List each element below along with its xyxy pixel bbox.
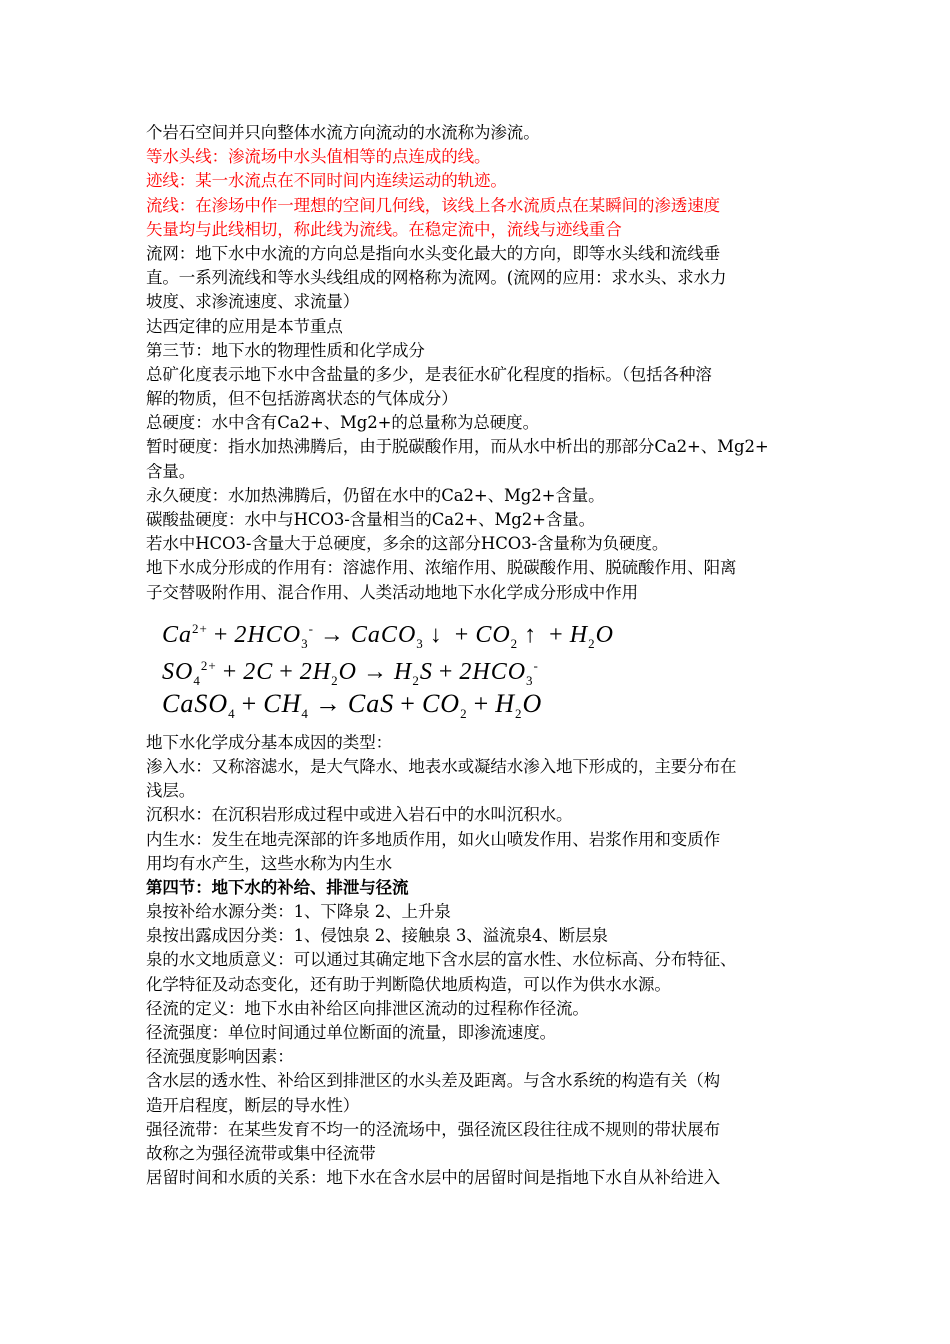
document-page — [146, 121, 822, 1190]
text-line: 化学特征及动态变化，还有助于判断隐伏地质构造，可以作为供水水源。 — [146, 974, 671, 994]
section-heading-bold: 第四节：地下水的补给、排泄与径流 — [146, 877, 409, 897]
text-line: 碳酸盐硬度：水中与HCO3-含量相当的Ca2+、Mg2+含量。 — [146, 510, 596, 529]
text-line: 居留时间和水质的关系：地下水在含水层中的居留时间是指地下水自从补给进入 — [146, 1168, 721, 1188]
text-line: 径流强度影响因素： — [146, 1047, 294, 1067]
text-line: 泉按补给水源分类：1、下降泉 2、上升泉 — [146, 902, 451, 922]
text-line: 浅层。 — [146, 781, 196, 801]
text-line: 永久硬度：水加热沸腾后，仍留在水中的Ca2+、Mg2+含量。 — [146, 485, 605, 505]
text-line: 解的物质，但不包括游离状态的气体成分） — [146, 389, 458, 409]
text-line: 内生水：发生在地壳深部的许多地质作用，如火山喷发作用、岩浆作用和变质作 — [146, 829, 721, 849]
text-line-streamline-cont: 矢量均与此线相切，称此线为流线。在稳定流中，流线与迹线重合 — [146, 219, 622, 239]
text-line-isohead: 等水头线：渗流场中水头值相等的点连成的线。 — [146, 147, 491, 167]
equation-block — [162, 610, 822, 724]
text-line: 总矿化度表示地下水中含盐量的多少，是表征水矿化程度的指标。（包括各种溶 — [146, 364, 712, 384]
text-line-streamline: 流线：在渗场中作一理想的空间几何线，该线上各水流质点在某瞬间的渗透速度 — [146, 195, 721, 215]
text-line: 用均有水产生，这些水称为内生水 — [146, 853, 393, 873]
text-line: 地下水化学成分基本成因的类型： — [146, 732, 393, 752]
text-line: 径流强度：单位时间通过单位断面的流量，即渗流速度。 — [146, 1023, 557, 1042]
text-line: 暂时硬度：指水加热沸腾后，由于脱碳酸作用，而从水中析出的那部分Ca2+、Mg2+ — [146, 437, 769, 457]
text-line: 子交替吸附作用、混合作用、人类活动地地下水化学成分形成中作用 — [146, 582, 639, 602]
text-line: 故称之为强径流带或集中径流带 — [146, 1143, 376, 1163]
text-line: 强径流带：在某些发育不均一的泾流场中，强径流区段往往成不规则的带状展布 — [146, 1119, 721, 1139]
equation-2: $SO_4^{2+} + 2C + 2H_2O \to H_2S + 2HCO_3^-$ — [162, 657, 539, 688]
text-line: 渗入水：又称溶滤水，是大气降水、地表水或凝结水渗入地下形成的，主要分布在 — [146, 756, 737, 776]
text-line: 若水中HCO3-含量大于总硬度，多余的这部分HCO3-含量称为负硬度。 — [146, 534, 669, 554]
text-line: 总硬度：水中含有Ca2+、Mg2+的总量称为总硬度。 — [146, 413, 539, 433]
text-line: 沉积水：在沉积岩形成过程中或进入岩石中的水叫沉积水。 — [146, 805, 573, 825]
text-line: 个岩石空间并只向整体水流方向流动的水流称为渗流。 — [146, 123, 540, 142]
text-line: 泉按出露成因分类：1、侵蚀泉 2、接触泉 3、溢流泉4、断层泉 — [146, 926, 608, 946]
text-line: 流网：地下水中水流的方向总是指向水头变化最大的方向，即等水头线和流线垂 — [146, 243, 721, 263]
text-line: 含量。 — [146, 461, 196, 481]
text-line: 泉的水文地质意义：可以通过其确定地下含水层的富水性、水位标高、分布特征、 — [146, 950, 737, 970]
text-line: 地下水成分形成的作用有：溶滤作用、浓缩作用、脱碳酸作用、脱硫酸作用、阳离 — [146, 558, 737, 578]
text-line: 造开启程度，断层的导水性） — [146, 1095, 360, 1115]
text-line: 含水层的透水性、补给区到排泄区的水头差及距离。与含水系统的构造有关（构 — [146, 1071, 721, 1091]
equation-1: $Ca^{2+} + 2HCO_3^-$ → CaCO$_3$ ↓ + $CO_2$ ↑ + $H_2O$ — [162, 620, 614, 651]
text-line: 径流的定义：地下水由补给区向排泄区流动的过程称作径流。 — [146, 998, 589, 1018]
text-line-pathline: 迹线：某一水流点在不同时间内连续运动的轨迹。 — [146, 171, 507, 191]
section-heading: 第三节：地下水的物理性质和化学成分 — [146, 340, 425, 360]
text-line: 坡度、求渗流速度、求流量） — [146, 292, 360, 312]
text-block-bottom — [146, 731, 822, 1191]
text-line: 达西定律的应用是本节重点 — [146, 316, 343, 336]
equation-3: CaSO$_4$ + $CH_4$ → CaS + $CO_2 + H_2O$ — [162, 688, 543, 721]
text-line: 直。一系列流线和等水头线组成的网格称为流网。(流网的应用：求水头、求水力 — [146, 268, 727, 288]
text-block-top — [146, 121, 822, 605]
